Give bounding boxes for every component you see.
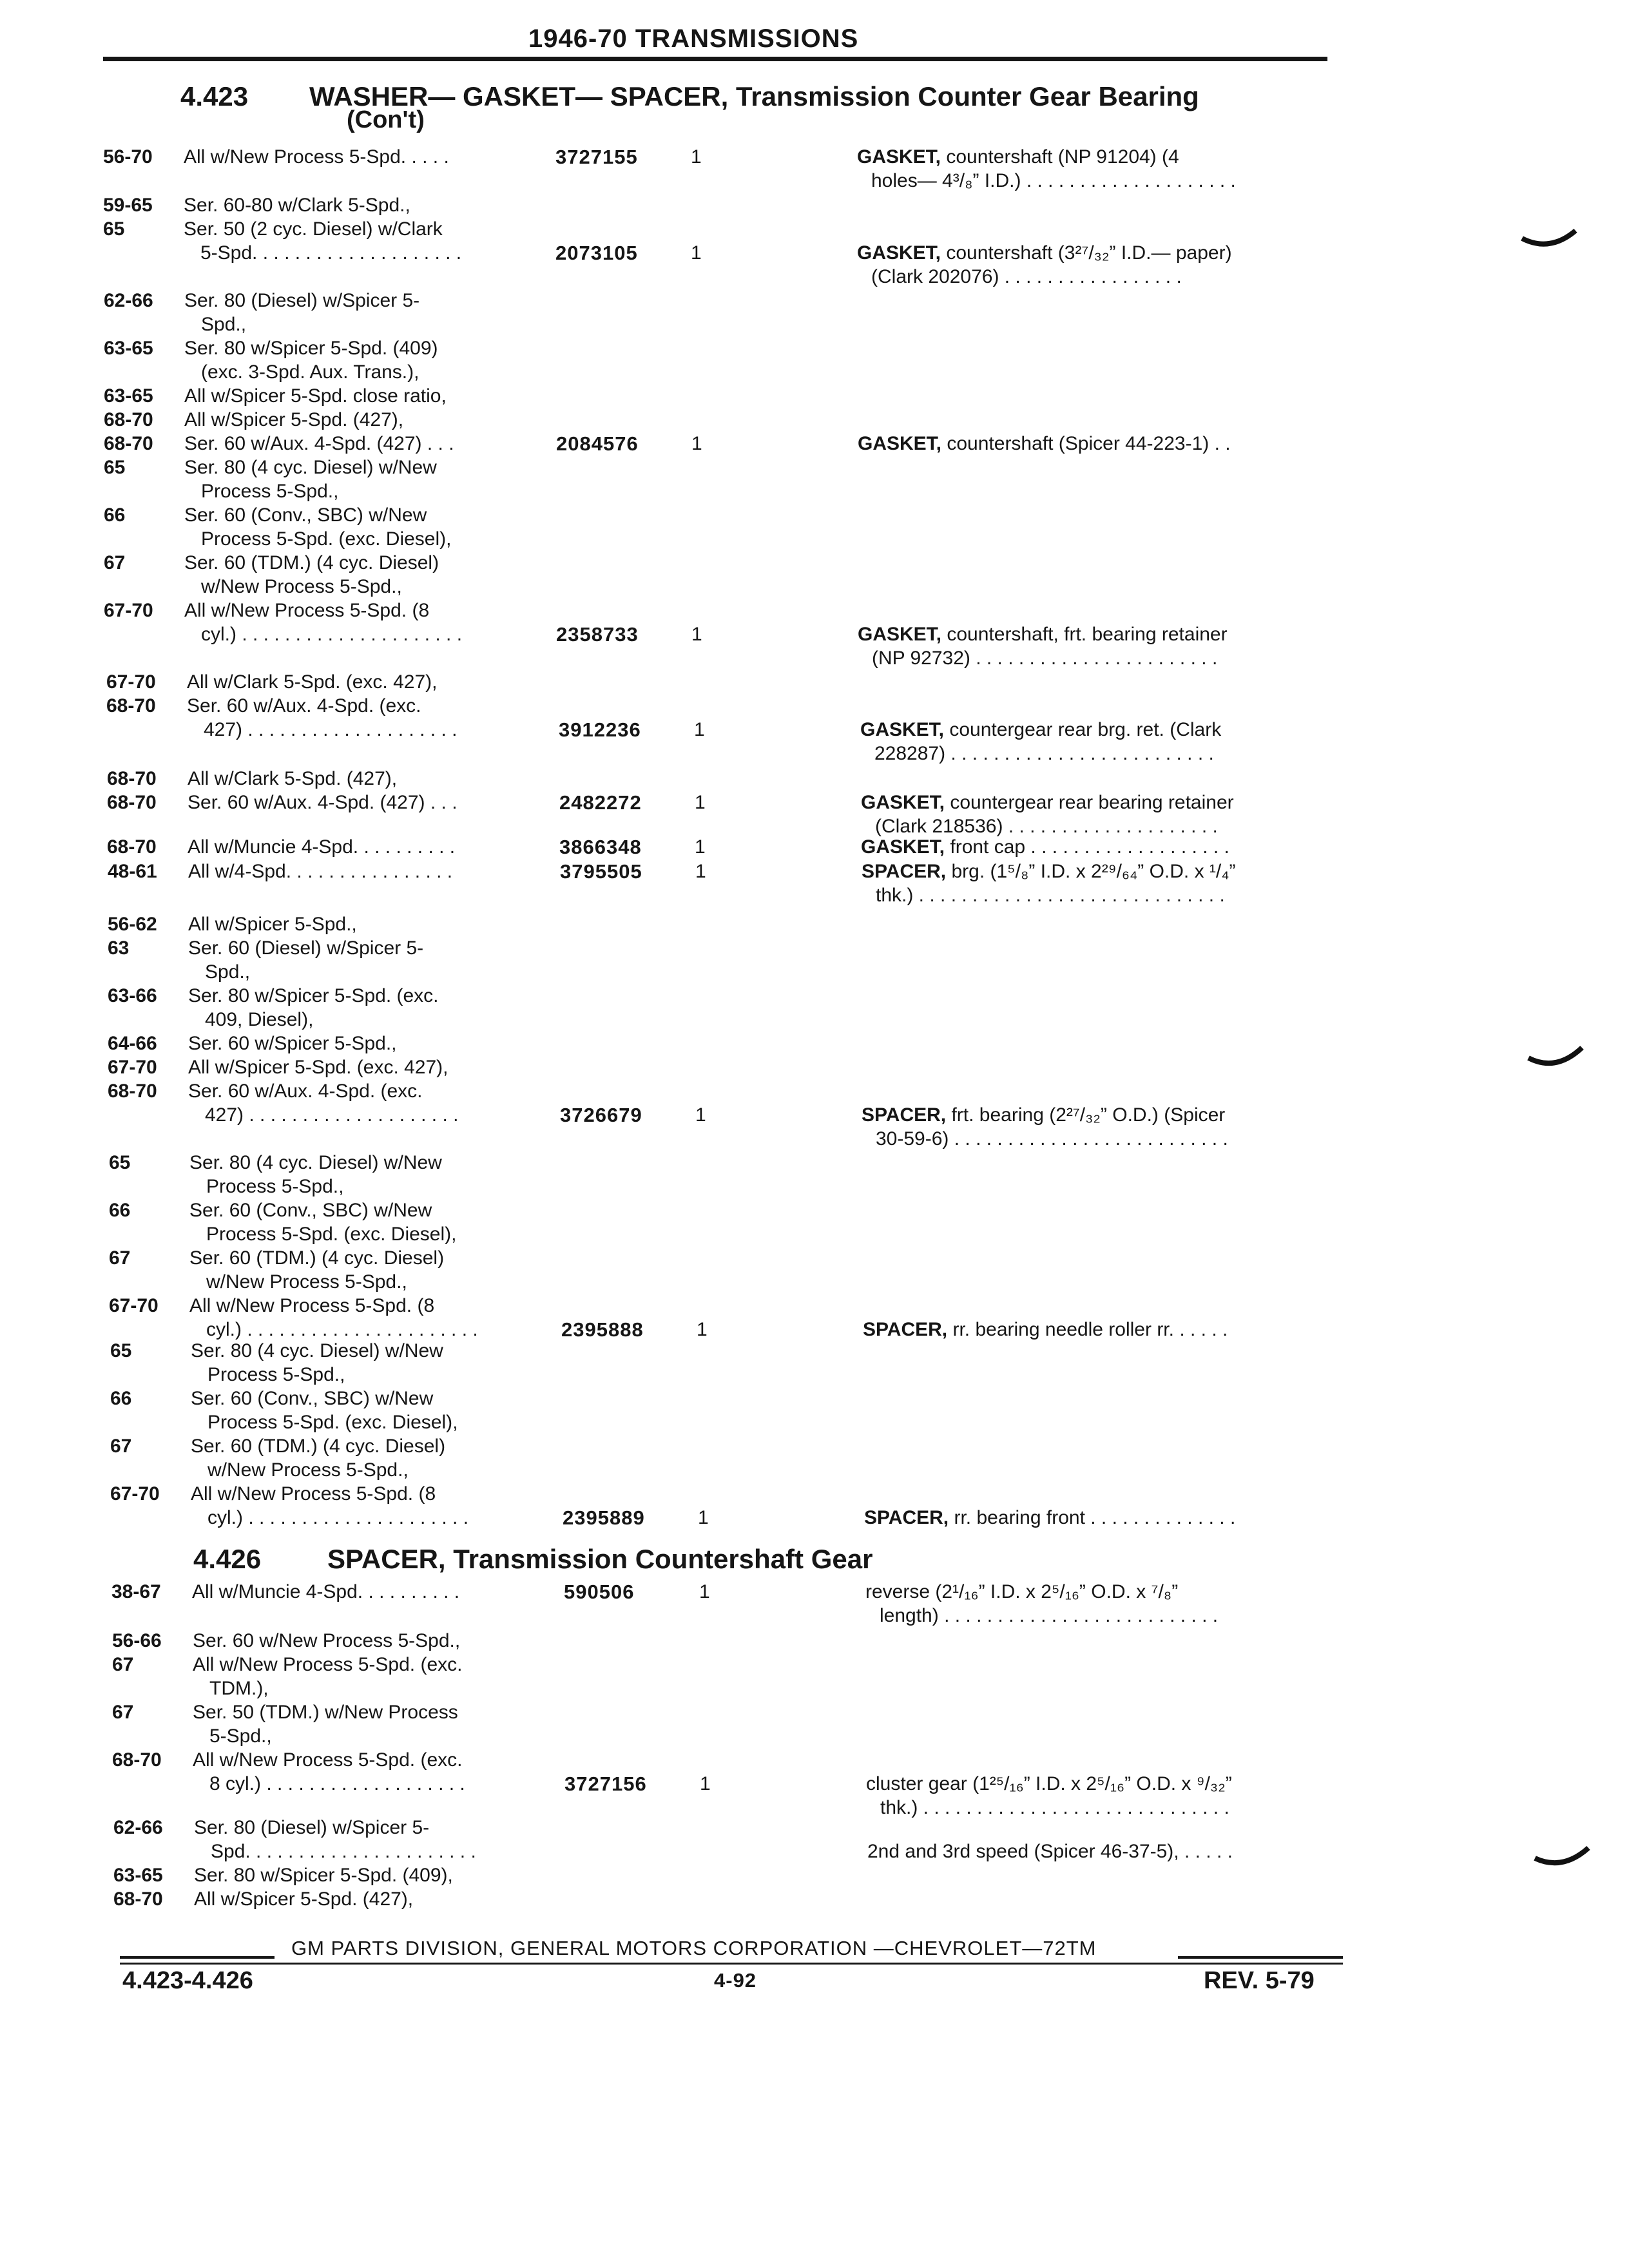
application-text: Ser. 80 w/Spicer 5-Spd. (409) [184, 338, 438, 359]
section-number: 4.426 [193, 1544, 262, 1574]
model-year: 66 [104, 505, 126, 526]
part-detail: countershaft (Spicer 44-223-1) . . [941, 433, 1231, 454]
part-number: 590506 [564, 1581, 635, 1603]
part-name: SPACER, [862, 861, 947, 882]
model-year: 65 [104, 457, 126, 478]
application-text: Spd., [201, 314, 247, 335]
part-detail: rr. bearing front . . . . . . . . . . . . . . [949, 1507, 1236, 1528]
part-number: 2084576 [556, 432, 639, 455]
model-year: 63-65 [104, 338, 153, 359]
part-detail: countershaft (3²⁷/₃₂” I.D.— paper) [941, 242, 1232, 264]
model-year: 63-66 [108, 985, 157, 1006]
part-name: GASKET, [860, 719, 945, 740]
application-text: Ser. 60 (Conv., SBC) w/New [191, 1388, 434, 1409]
application-text: Ser. 80 (4 cyc. Diesel) w/New [191, 1340, 443, 1361]
part-number: 2395888 [561, 1318, 644, 1341]
application-text: Ser. 50 (2 cyc. Diesel) w/Clark [184, 218, 443, 240]
application-text: Ser. 60-80 w/Clark 5-Spd., [184, 195, 410, 216]
model-year: 67 [112, 1702, 134, 1723]
model-year: 67-70 [108, 1057, 157, 1078]
model-year: 67-70 [109, 1295, 159, 1316]
model-year: 67-70 [110, 1483, 160, 1504]
model-year: 67 [109, 1247, 131, 1269]
application-text: Process 5-Spd. (exc. Diesel), [201, 528, 452, 550]
application-text: Ser. 50 (TDM.) w/New Process [193, 1702, 458, 1723]
model-year: 66 [110, 1388, 132, 1409]
application-text: 427) . . . . . . . . . . . . . . . . . . . . [205, 1104, 459, 1126]
model-year: 68-70 [112, 1749, 162, 1771]
binder-mark [1534, 1843, 1592, 1871]
model-year: 63-65 [113, 1865, 163, 1886]
model-year: 68-70 [104, 409, 153, 430]
quantity: 1 [691, 146, 702, 168]
application-text: 409, Diesel), [205, 1009, 314, 1030]
quantity: 1 [697, 1319, 708, 1340]
model-year: 64-66 [108, 1033, 157, 1054]
application-text: Process 5-Spd., [206, 1176, 344, 1197]
application-text: 427) . . . . . . . . . . . . . . . . . . . . [204, 719, 458, 740]
part-description-line [867, 1840, 1233, 1863]
part-detail: thk.) . . . . . . . . . . . . . . . . . . . . . . . . . . . . . [876, 885, 1225, 906]
part-description-line [864, 1506, 1235, 1530]
application-text: Ser. 60 (TDM.) (4 cyc. Diesel) [189, 1247, 445, 1269]
part-number: 3727155 [555, 146, 638, 168]
part-description-line [863, 1318, 1228, 1341]
application-text: Ser. 60 (TDM.) (4 cyc. Diesel) [184, 552, 439, 573]
part-detail: 30-59-6) . . . . . . . . . . . . . . . . . . . . . . . . . . [876, 1128, 1228, 1149]
section-title-4423 [180, 81, 1199, 111]
section-name: SPACER, Transmission Countershaft Gear [327, 1544, 873, 1574]
application-text: cyl.) . . . . . . . . . . . . . . . . . . . . . [207, 1507, 469, 1528]
quantity: 1 [695, 861, 706, 882]
part-name: GASKET, [858, 624, 942, 645]
part-detail: rr. bearing needle roller rr. . . . . . [947, 1319, 1228, 1340]
quantity: 1 [694, 719, 705, 740]
application-text: Ser. 80 w/Spicer 5-Spd. (409), [194, 1865, 453, 1886]
part-name: GASKET, [857, 242, 941, 264]
part-detail: countershaft, frt. bearing retainer [941, 624, 1228, 645]
part-description-line [861, 835, 1229, 859]
footer-rule [120, 1963, 1343, 1965]
part-detail: front cap . . . . . . . . . . . . . . . . . . . [945, 836, 1229, 858]
part-name: SPACER, [863, 1319, 948, 1340]
part-number: 3795505 [560, 860, 642, 883]
model-year: 56-62 [108, 914, 157, 935]
part-detail: holes— 4³/₈” I.D.) . . . . . . . . . . . . . . . . . . . . [871, 170, 1236, 191]
part-description-line [857, 145, 1179, 169]
quantity: 1 [691, 242, 702, 264]
part-detail: (NP 92732) . . . . . . . . . . . . . . . . . . . . . . . [872, 648, 1218, 669]
part-description-line [858, 432, 1231, 456]
application-text: cyl.) . . . . . . . . . . . . . . . . . . . . . [201, 624, 463, 645]
model-year: 65 [110, 1340, 132, 1361]
application-text: Ser. 60 w/Spicer 5-Spd., [188, 1033, 397, 1054]
footer-revision: REV. 5-79 [1204, 1967, 1315, 1994]
part-number: 2482272 [559, 791, 642, 814]
model-year: 68-70 [104, 433, 153, 454]
binder-mark [1521, 226, 1579, 251]
application-text: (exc. 3-Spd. Aux. Trans.), [201, 361, 419, 383]
model-year: 56-66 [112, 1630, 162, 1651]
part-detail: brg. (1⁵/₈” I.D. x 2²⁹/₆₄” O.D. x ¹/₄” [946, 861, 1236, 882]
section-number: 4.423 [180, 81, 249, 111]
part-name: GASKET, [858, 433, 942, 454]
model-year: 59-65 [103, 195, 153, 216]
model-year: 67 [110, 1436, 132, 1457]
part-detail: 2nd and 3rd speed (Spicer 46-37-5), . . . . . [867, 1841, 1233, 1862]
model-year: 65 [103, 218, 125, 240]
quantity: 1 [691, 624, 702, 645]
application-text: Ser. 60 (Diesel) w/Spicer 5- [188, 937, 424, 959]
part-description-line [865, 1580, 1178, 1604]
part-detail: (Clark 218536) . . . . . . . . . . . . . . . . . . . . [875, 816, 1218, 837]
application-text: w/New Process 5-Spd., [201, 576, 402, 597]
application-text: All w/4-Spd. . . . . . . . . . . . . . . . [188, 861, 453, 882]
model-year: 67 [104, 552, 126, 573]
quantity: 1 [695, 836, 706, 858]
application-text: All w/Spicer 5-Spd., [188, 914, 357, 935]
section-continued-label: (Con't) [347, 106, 425, 133]
part-detail: frt. bearing (2²⁷/₃₂” O.D.) (Spicer [946, 1104, 1226, 1126]
part-number: 3726679 [560, 1104, 642, 1126]
application-text: All w/Muncie 4-Spd. . . . . . . . . . [188, 836, 456, 858]
model-year: 65 [109, 1152, 131, 1173]
application-text: w/New Process 5-Spd., [207, 1459, 409, 1481]
part-number: 3912236 [559, 718, 641, 741]
section-name: WASHER— GASKET— SPACER, Transmission Counter Gear Bearing [309, 81, 1199, 111]
part-description-line [871, 169, 1236, 193]
page-header-title: 1946-70 TRANSMISSIONS [528, 24, 859, 53]
application-text: All w/New Process 5-Spd. (8 [191, 1483, 436, 1504]
part-description-line [862, 1103, 1225, 1127]
footer-publisher: GM PARTS DIVISION, GENERAL MOTORS CORPORATION —CHEVROLET—72TM [291, 1937, 1097, 1959]
quantity: 1 [700, 1773, 711, 1794]
application-text: All w/New Process 5-Spd. (exc. [193, 1654, 463, 1675]
part-name: GASKET, [861, 836, 945, 858]
part-name: GASKET, [857, 146, 941, 168]
part-number: 2395889 [563, 1506, 645, 1529]
application-text: w/New Process 5-Spd., [206, 1271, 407, 1293]
application-text: All w/Muncie 4-Spd. . . . . . . . . . [192, 1581, 460, 1602]
part-description-line [862, 860, 1235, 883]
part-description-line [876, 883, 1225, 907]
part-number: 2073105 [555, 242, 638, 264]
model-year: 68-70 [107, 768, 157, 789]
footer-rule-right [1178, 1956, 1343, 1959]
application-text: Ser. 80 (Diesel) w/Spicer 5- [194, 1817, 430, 1838]
application-text: All w/Spicer 5-Spd. (427), [184, 409, 404, 430]
application-text: 5-Spd., [209, 1725, 272, 1747]
part-description-line [880, 1604, 1218, 1628]
quantity: 1 [698, 1507, 709, 1528]
application-text: Ser. 60 w/Aux. 4-Spd. (exc. [187, 695, 421, 716]
part-description-line [871, 265, 1182, 289]
part-description-line [857, 241, 1232, 265]
application-text: Ser. 60 (Conv., SBC) w/New [189, 1200, 432, 1221]
part-number: 3727156 [564, 1773, 647, 1795]
application-text: Ser. 60 (TDM.) (4 cyc. Diesel) [191, 1436, 446, 1457]
part-description-line [876, 1127, 1228, 1151]
application-text: All w/New Process 5-Spd. (exc. [193, 1749, 463, 1771]
part-detail: thk.) . . . . . . . . . . . . . . . . . . . . . . . . . . . . . [880, 1797, 1229, 1818]
quantity: 1 [695, 792, 706, 813]
application-text: Process 5-Spd., [207, 1364, 345, 1385]
model-year: 62-66 [104, 290, 153, 311]
part-detail: 228287) . . . . . . . . . . . . . . . . . . . . . . . . . [874, 743, 1214, 764]
application-text: Ser. 60 w/Aux. 4-Spd. (427) . . . [188, 792, 458, 813]
model-year: 56-70 [103, 146, 153, 168]
part-detail: reverse (2¹/₁₆” I.D. x 2⁵/₁₆” O.D. x ⁷/₈” [865, 1581, 1179, 1602]
part-number: 3866348 [559, 836, 642, 858]
model-year: 68-70 [107, 836, 157, 858]
model-year: 66 [109, 1200, 131, 1221]
application-text: All w/New Process 5-Spd. . . . . [184, 146, 449, 168]
part-description-line [874, 742, 1214, 765]
part-name: SPACER, [862, 1104, 947, 1126]
part-detail: countershaft (NP 91204) (4 [941, 146, 1179, 168]
model-year: 68-70 [108, 1081, 157, 1102]
application-text: Ser. 80 (Diesel) w/Spicer 5- [184, 290, 420, 311]
part-detail: cluster gear (1²⁵/₁₆” I.D. x 2⁵/₁₆” O.D. x ⁹/₃₂” [866, 1773, 1232, 1794]
application-text: 8 cyl.) . . . . . . . . . . . . . . . . . . . [209, 1773, 465, 1794]
part-name: GASKET, [861, 792, 945, 813]
application-text: All w/New Process 5-Spd. (8 [189, 1295, 435, 1316]
application-text: Process 5-Spd. (exc. Diesel), [206, 1224, 457, 1245]
part-detail: countergear rear brg. ret. (Clark [944, 719, 1222, 740]
part-description-line [872, 646, 1217, 670]
application-text: Ser. 60 w/Aux. 4-Spd. (427) . . . [184, 433, 454, 454]
model-year: 48-61 [108, 861, 157, 882]
model-year: 68-70 [113, 1888, 163, 1910]
model-year: 67-70 [104, 600, 153, 621]
model-year: 62-66 [113, 1817, 163, 1838]
application-text: 5-Spd. . . . . . . . . . . . . . . . . . . . [200, 242, 462, 264]
footer-rule-left [120, 1956, 275, 1959]
application-text: Process 5-Spd., [201, 481, 339, 502]
section-title-4426 [193, 1544, 873, 1574]
model-year: 68-70 [106, 695, 156, 716]
model-year: 63 [108, 937, 130, 959]
part-name: SPACER, [864, 1507, 949, 1528]
part-number: 2358733 [556, 623, 639, 646]
model-year: 63-65 [104, 385, 153, 407]
part-detail: (Clark 202076) . . . . . . . . . . . . . . . . . [871, 266, 1182, 287]
application-text: All w/Spicer 5-Spd. (427), [194, 1888, 414, 1910]
model-year: 68-70 [107, 792, 157, 813]
application-text: Spd. . . . . . . . . . . . . . . . . . . . . . [211, 1841, 476, 1862]
quantity: 1 [699, 1581, 710, 1602]
footer-section-range: 4.423-4.426 [122, 1967, 253, 1994]
application-text: cyl.) . . . . . . . . . . . . . . . . . . . . . . [206, 1319, 478, 1340]
application-text: Ser. 60 w/New Process 5-Spd., [193, 1630, 461, 1651]
application-text: Ser. 60 (Conv., SBC) w/New [184, 505, 427, 526]
part-detail: length) . . . . . . . . . . . . . . . . . . . . . . . . . . [880, 1605, 1219, 1626]
application-text: Ser. 80 (4 cyc. Diesel) w/New [184, 457, 437, 478]
application-text: TDM.), [209, 1678, 269, 1699]
model-year: 38-67 [111, 1581, 161, 1602]
application-text: Ser. 80 w/Spicer 5-Spd. (exc. [188, 985, 439, 1006]
quantity: 1 [695, 1104, 706, 1126]
application-text: Ser. 80 (4 cyc. Diesel) w/New [189, 1152, 442, 1173]
application-text: Ser. 60 w/Aux. 4-Spd. (exc. [188, 1081, 423, 1102]
quantity: 1 [691, 433, 702, 454]
model-year: 67-70 [106, 671, 156, 693]
part-description-line [860, 718, 1221, 742]
application-text: All w/Clark 5-Spd. (exc. 427), [187, 671, 438, 693]
application-text: Process 5-Spd. (exc. Diesel), [207, 1412, 458, 1433]
part-description-line [858, 622, 1228, 646]
part-description-line [861, 791, 1234, 814]
application-text: All w/Spicer 5-Spd. close ratio, [184, 385, 447, 407]
header-rule [103, 57, 1327, 61]
binder-mark [1527, 1044, 1585, 1072]
part-detail: countergear rear bearing retainer [945, 792, 1234, 813]
part-description-line [866, 1772, 1232, 1796]
footer-page-number: 4-92 [714, 1969, 757, 1992]
part-description-line [880, 1796, 1229, 1820]
application-text: All w/New Process 5-Spd. (8 [184, 600, 430, 621]
application-text: Spd., [205, 961, 251, 983]
model-year: 67 [112, 1654, 134, 1675]
application-text: All w/Clark 5-Spd. (427), [188, 768, 398, 789]
application-text: All w/Spicer 5-Spd. (exc. 427), [188, 1057, 448, 1078]
